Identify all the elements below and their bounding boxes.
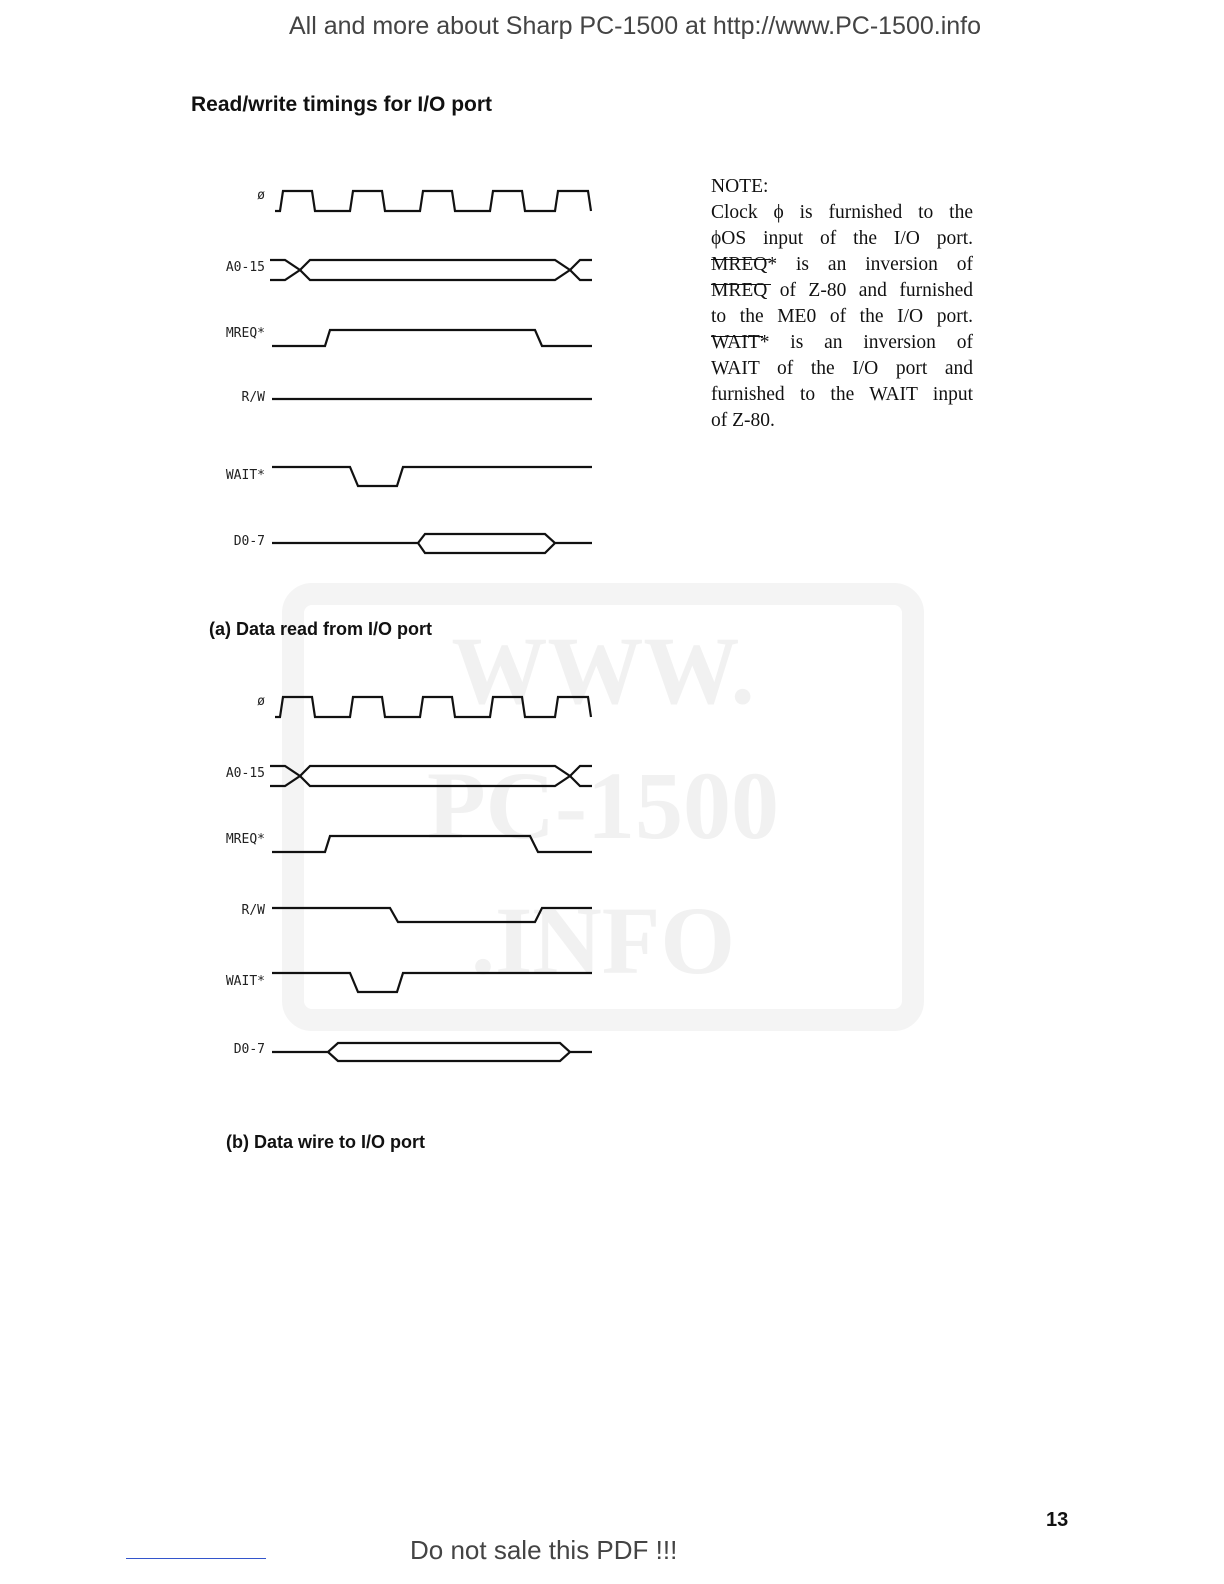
- timing-waveforms-read: [200, 180, 600, 560]
- waveform-rw: [272, 908, 592, 922]
- signal-label-wait: WAIT*: [225, 974, 265, 989]
- note-line: MREQ of Z-80 and furnished: [711, 280, 973, 301]
- page-header[interactable]: All and more about Sharp PC-1500 at http://www.PC-1500.info: [288, 12, 982, 40]
- note-line: MREQ* is an inversion of: [711, 254, 973, 275]
- signal-label-address: A0-15: [225, 260, 265, 275]
- signal-label-clock: ø: [257, 694, 265, 709]
- signal-label-rw: R/W: [241, 903, 265, 918]
- page-number: 13: [1046, 1509, 1069, 1531]
- waveform-wait: [272, 973, 592, 992]
- section-title: Read/write timings for I/O port: [191, 93, 493, 116]
- caption-read: (a) Data read from I/O port: [209, 619, 433, 639]
- waveform-address: [270, 766, 592, 786]
- timing-diagram-write: [200, 686, 600, 1066]
- waveform-clock: [275, 697, 591, 717]
- footer-link-line[interactable]: [126, 1558, 266, 1559]
- overline-wait-star: [711, 336, 763, 337]
- signal-label-data: D0-7: [233, 534, 265, 549]
- note-line: of Z-80.: [711, 410, 775, 431]
- signal-label-mreq: MREQ*: [225, 326, 265, 341]
- waveform-wait: [272, 467, 592, 486]
- note-line: Clock ϕ is furnished to the: [711, 202, 973, 223]
- overline-mreq-star: [711, 259, 771, 260]
- signal-label-clock: ø: [257, 188, 265, 203]
- waveform-data: [272, 534, 592, 553]
- signal-label-data: D0-7: [233, 1042, 265, 1057]
- note-line: WAIT* is an inversion of: [711, 332, 973, 353]
- signal-label-address: A0-15: [225, 766, 265, 781]
- signal-label-rw: R/W: [241, 390, 265, 405]
- note-line: to the ME0 of the I/O port.: [711, 306, 973, 327]
- waveform-clock: [275, 191, 591, 211]
- overline-mreq: [711, 284, 771, 285]
- waveform-mreq: [272, 330, 592, 346]
- note-line: furnished to the WAIT input: [711, 384, 973, 405]
- note-block: [711, 174, 973, 434]
- timing-waveforms-write: [200, 686, 600, 1066]
- note-line: ϕOS input of the I/O port.: [711, 228, 973, 249]
- signal-label-wait: WAIT*: [225, 468, 265, 483]
- note-line: WAIT of the I/O port and: [711, 358, 973, 379]
- waveform-mreq: [272, 836, 592, 852]
- footer-text: Do not sale this PDF !!!: [410, 1535, 678, 1565]
- watermark-line-3: .INFO: [471, 887, 735, 994]
- timing-diagram-read: [200, 180, 600, 560]
- waveform-data: [272, 1043, 592, 1061]
- note-heading: NOTE:: [711, 176, 769, 197]
- watermark-line-2: PC-1500: [427, 752, 779, 859]
- signal-label-mreq: MREQ*: [225, 832, 265, 847]
- caption-write: (b) Data wire to I/O port: [226, 1132, 426, 1152]
- waveform-address: [270, 260, 592, 280]
- watermark-line-1: WWW.: [451, 617, 755, 724]
